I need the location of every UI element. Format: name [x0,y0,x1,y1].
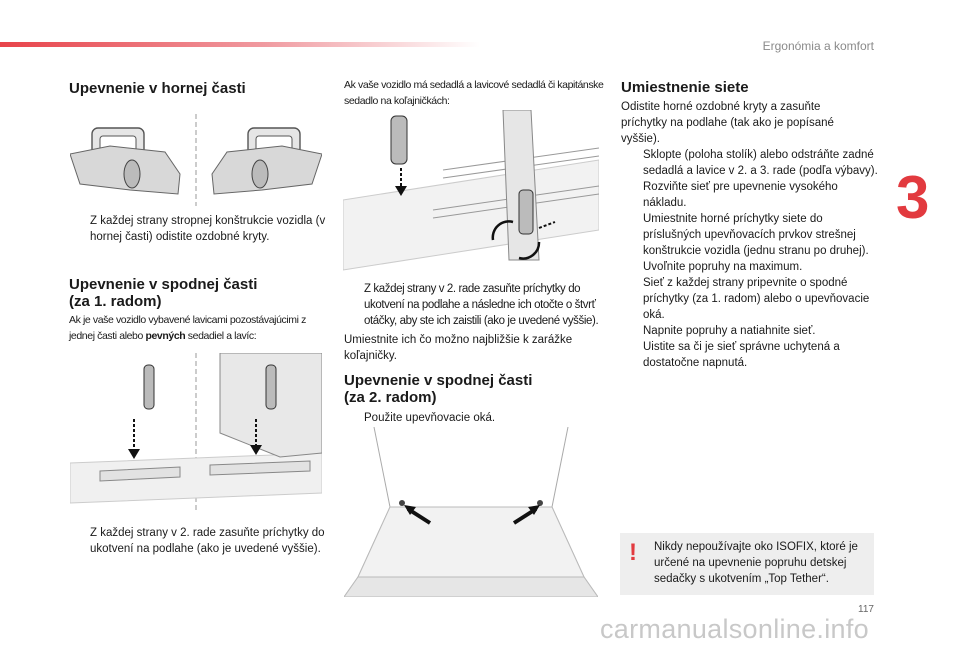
step-item: Uistite sa či je sieť správne uchytená a dostatočne napnutá. [643,341,840,369]
rail-seats-intro: Ak vaše vozidlo má sedadlá a lavicové sedadlá či kapitánske sedadlo na koľajničkách: [344,79,604,107]
page-header-title: Ergonómia a komfort [762,39,874,53]
lower-fixing-row1-intro: Ak je vaše vozidlo vybavené lavicami pozostávajúcimi z jednej časti alebo pevných sedadiel a lavíc: [69,314,306,342]
step-item: Napnite popruhy a natiahnite sieť. [643,325,816,337]
chapter-number: 3 [896,164,930,231]
header-accent-bar [0,42,480,47]
warning-text: Nikdy nepoužívajte oko ISOFIX, ktoré je určené na upevnenie popruhu detskej sedačky s ukotvením „Top Tether“. [654,541,858,585]
net-position-steps [621,147,879,371]
step-item: Umiestnite horné príchytky siete do príslušných upevňovacích prvkov strešnej konštrukcie vozidla (jednu stranu po druhej). [643,213,869,257]
net-position-title: Umiestnenie siete [621,79,749,96]
lower-fixing-row2-title: Upevnenie v spodnej časti (za 2. radom) [344,372,533,406]
upper-fixing-illustration [70,114,322,206]
page-number: 117 [858,604,874,615]
rail-seats-bullet: Z každej strany v 2. rade zasuňte príchytky do ukotvení na podlahe a následne ich otočte o štvrť otáčky, aby ste ich zaistili (ako je uvedené vyššie). [364,283,599,327]
lower-fixing-row1-illustration [70,353,322,513]
step-item: Sieť z každej strany pripevnite o spodné príchytky (za 1. radom) alebo o upevňovacie oká. [643,277,870,321]
step-item: Rozviňte sieť pre upevnenie vysokého nákladu. [643,181,838,209]
isofix-warning-box [620,533,874,595]
upper-fixing-bullet: Z každej strany stropnej konštrukcie vozidla (v hornej časti) odistite ozdobné kryty. [90,215,326,243]
lower-fixing-row1-title: Upevnenie v spodnej časti (za 1. radom) [69,276,258,310]
step-item: Sklopte (poloha stolík) alebo odstráňte zadné sedadlá a lavice v 2. a 3. rade (podľa výbavy). [643,149,878,177]
lower-fixing-row1-bullet: Z každej strany v 2. rade zasuňte príchytky do ukotvení na podlahe (ako je uvedené vyššie). [90,527,325,555]
rail-seats-illustration [343,110,599,278]
step-item: Uvoľnite popruhy na maximum. [643,261,803,273]
warning-icon: ! [629,539,637,566]
upper-fixing-title: Upevnenie v hornej časti [69,80,246,97]
lower-fixing-row2-illustration [344,427,598,597]
lower-fixing-row2-bullet: Použite upevňovacie oká. [364,412,496,424]
rail-seats-after: Umiestnite ich čo možno najbližšie k zarážke koľajničky. [344,334,573,362]
net-position-intro: Odistite horné ozdobné kryty a zasuňte príchytky na podlahe (tak ako je popísané vyššie). [621,101,834,145]
watermark: carmanualsonline.info [600,614,869,644]
